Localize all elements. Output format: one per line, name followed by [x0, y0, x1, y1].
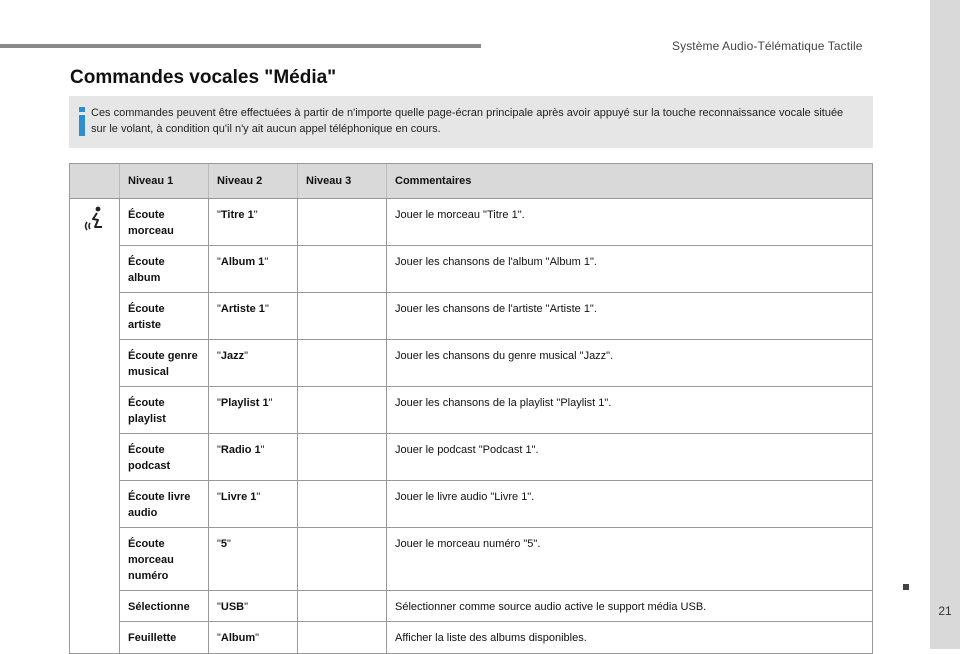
niveau-2-value: Radio 1 [220, 444, 261, 456]
comment-cell: Jouer le livre audio "Livre 1". [387, 481, 873, 528]
table-row [70, 481, 873, 528]
manual-section-title: Système Audio-Télématique Tactile [672, 39, 863, 53]
comment-cell: Jouer le morceau "Titre 1". [387, 199, 873, 246]
table-header-row [70, 164, 873, 199]
niveau-3-cell [298, 199, 387, 246]
niveau-2-value: Artiste 1 [220, 303, 265, 315]
niveau-3-cell [298, 528, 387, 591]
comment-cell: Jouer les chansons de l'artiste "Artiste 1". [387, 293, 873, 340]
page-side-strip [930, 0, 960, 649]
voice-command-icon-cell [70, 199, 120, 654]
niveau-3-cell [298, 591, 387, 622]
table-row [70, 340, 873, 387]
comment-cell: Sélectionner comme source audio active le support média USB. [387, 591, 873, 622]
niveau-3-cell [298, 434, 387, 481]
table-row [70, 528, 873, 591]
comment-cell: Jouer le morceau numéro "5". [387, 528, 873, 591]
niveau-1-cell: Écoute genre musical [120, 340, 209, 387]
page-number: 21 [938, 604, 952, 618]
page-marker [903, 584, 909, 590]
comment-cell: Jouer les chansons de l'album "Album 1". [387, 246, 873, 293]
table-row [70, 293, 873, 340]
niveau-2-value: Album [220, 632, 256, 644]
header-rule [0, 44, 481, 48]
table-row [70, 387, 873, 434]
niveau-2-cell: "Titre 1" [209, 199, 298, 246]
niveau-1-cell: Écoute livre audio [120, 481, 209, 528]
comment-cell: Jouer les chansons du genre musical "Jazz". [387, 340, 873, 387]
voice-commands-table [69, 163, 873, 654]
niveau-2-cell: "Album 1" [209, 246, 298, 293]
niveau-3-cell [298, 481, 387, 528]
niveau-1-cell: Sélectionne [120, 591, 209, 622]
niveau-2-value: Jazz [220, 350, 245, 362]
niveau-1-cell: Écoute morceau [120, 199, 209, 246]
niveau-2-value: Livre 1 [220, 491, 257, 503]
header-niveau-3: Niveau 3 [298, 164, 387, 199]
niveau-1-cell: Écoute artiste [120, 293, 209, 340]
niveau-2-value: Titre 1 [220, 209, 254, 221]
niveau-3-cell [298, 340, 387, 387]
niveau-2-cell: "USB" [209, 591, 298, 622]
table-row [70, 591, 873, 622]
comment-cell: Jouer le podcast "Podcast 1". [387, 434, 873, 481]
niveau-2-cell: "Album" [209, 622, 298, 654]
niveau-3-cell [298, 387, 387, 434]
table-row [70, 434, 873, 481]
niveau-2-value: Album 1 [220, 256, 265, 268]
info-box [69, 96, 873, 148]
niveau-2-value: USB [220, 601, 245, 613]
niveau-1-cell: Écoute album [120, 246, 209, 293]
header-niveau-1: Niveau 1 [120, 164, 209, 199]
voice-command-icon [82, 205, 108, 240]
niveau-1-cell: Feuillette [120, 622, 209, 654]
niveau-3-cell [298, 246, 387, 293]
header-commentaires: Commentaires [387, 164, 873, 199]
comment-cell: Jouer les chansons de la playlist "Playlist 1". [387, 387, 873, 434]
niveau-1-cell: Écoute morceau numéro [120, 528, 209, 591]
page-title: Commandes vocales "Média" [70, 67, 337, 88]
table-row [70, 199, 873, 246]
niveau-2-cell: "Artiste 1" [209, 293, 298, 340]
niveau-2-cell: "Playlist 1" [209, 387, 298, 434]
header-niveau-2: Niveau 2 [209, 164, 298, 199]
niveau-1-cell: Écoute podcast [120, 434, 209, 481]
info-text: Ces commandes peuvent être effectuées à partir de n'importe quelle page-écran principale après avoir appuyé sur la touche reconnaissance vocale située sur le volant, à condition qu'il n'y ait aucun appel téléphonique en cours. [91, 107, 844, 135]
niveau-2-cell: "Radio 1" [209, 434, 298, 481]
niveau-2-cell: "Jazz" [209, 340, 298, 387]
info-icon [79, 107, 85, 135]
niveau-2-value: 5 [220, 538, 228, 550]
niveau-2-value: Playlist 1 [220, 397, 269, 409]
niveau-2-cell: "5" [209, 528, 298, 591]
niveau-3-cell [298, 293, 387, 340]
niveau-2-cell: "Livre 1" [209, 481, 298, 528]
table-row [70, 246, 873, 293]
header-icon-col [70, 164, 120, 199]
niveau-1-cell: Écoute playlist [120, 387, 209, 434]
comment-cell: Afficher la liste des albums disponibles. [387, 622, 873, 654]
